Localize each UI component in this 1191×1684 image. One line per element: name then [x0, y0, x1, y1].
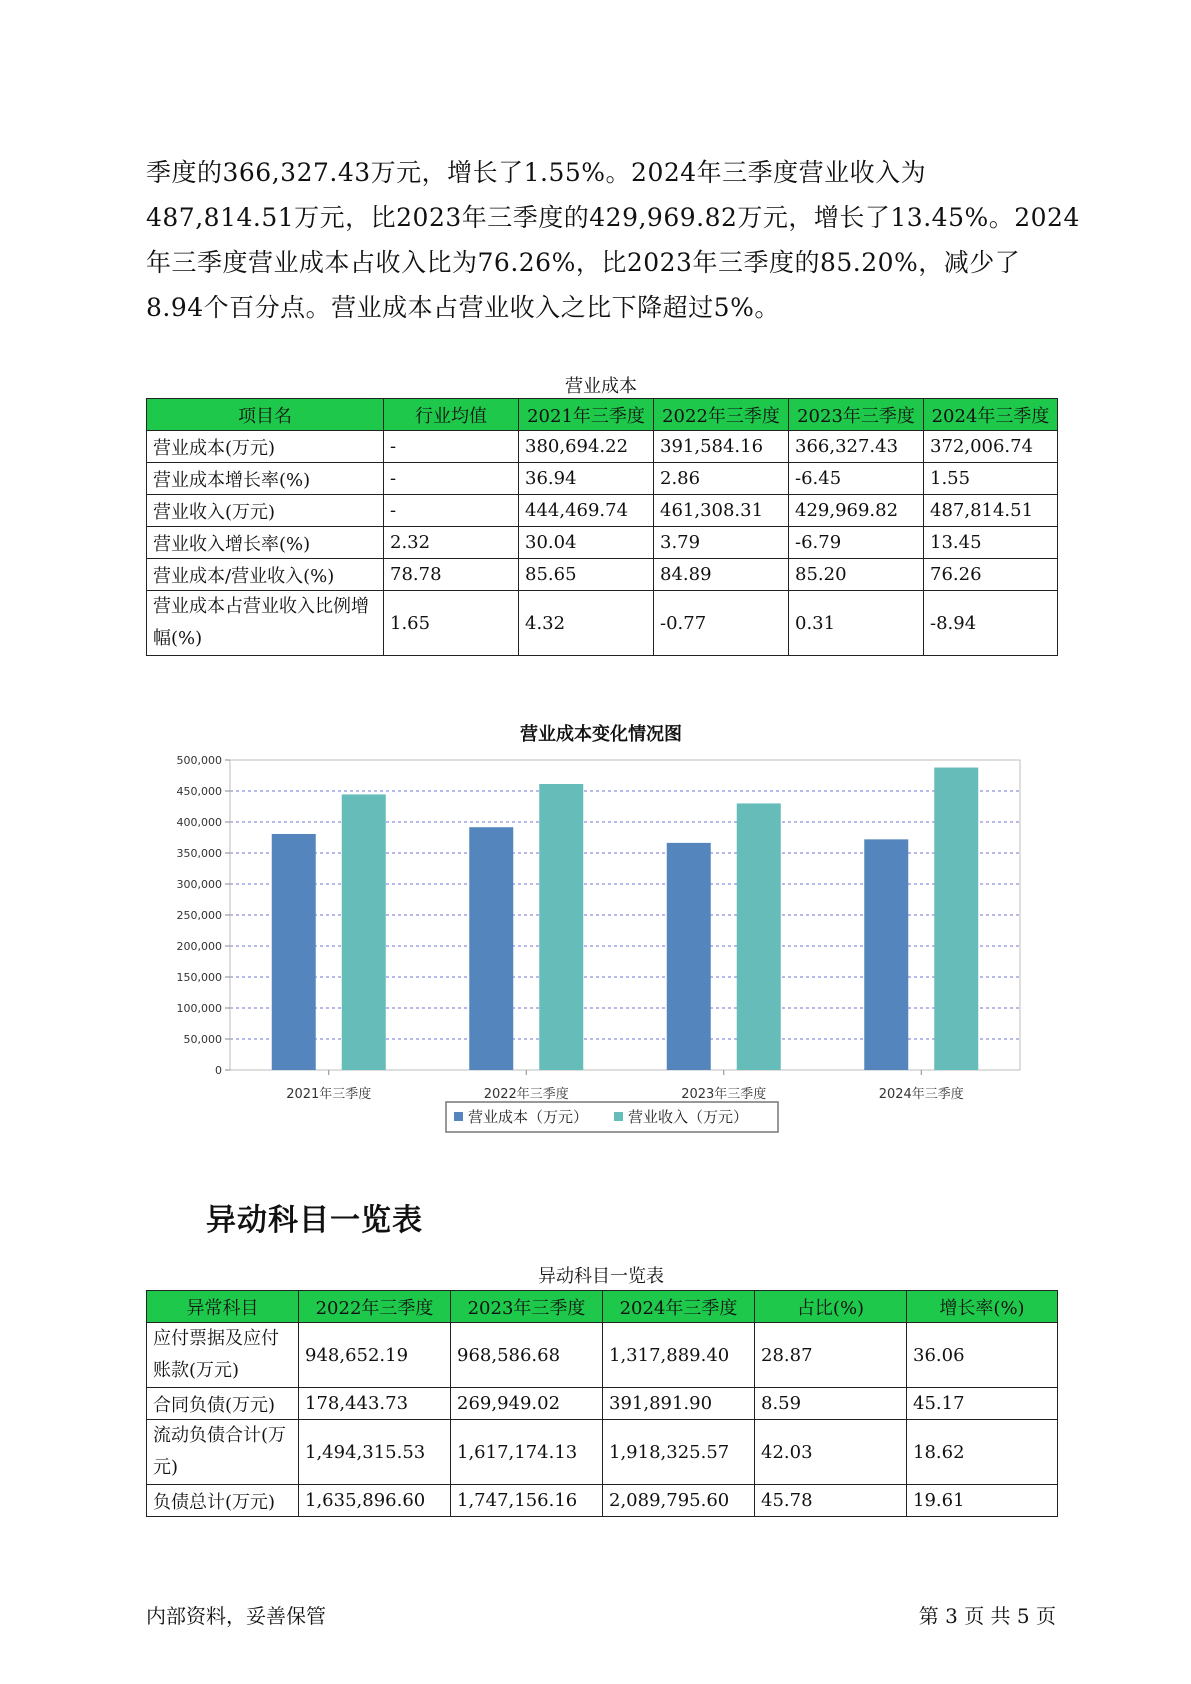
legend-label: 营业收入（万元）: [628, 1108, 749, 1126]
table-row: [147, 1388, 1058, 1420]
table-cell: 负债总计(万元): [147, 1485, 299, 1517]
table-cell: 76.26: [924, 559, 1058, 591]
table-cell: 1,747,156.16: [451, 1485, 603, 1517]
legend-swatch: [454, 1112, 463, 1121]
table-cell: 1,617,174.13: [451, 1420, 603, 1485]
table-cell: 269,949.02: [451, 1388, 603, 1420]
table-cell: 13.45: [924, 527, 1058, 559]
table-header-cell: 2022年三季度: [654, 399, 789, 431]
legend-label: 营业成本（万元）: [468, 1108, 589, 1126]
table-cell: 营业收入(万元): [147, 495, 384, 527]
table-header-cell: 行业均值: [384, 399, 519, 431]
chart-title: 营业成本变化情况图: [520, 724, 682, 745]
x-tick-label: 2022年三季度: [483, 1087, 569, 1102]
paragraph-line: 年三季度营业成本占收入比为76.26%，比2023年三季度的85.20%，减少了: [146, 248, 1021, 277]
table-cell: 178,443.73: [299, 1388, 451, 1420]
table-cell: 营业成本/营业收入(%): [147, 559, 384, 591]
table-row: [147, 1323, 1058, 1388]
table-header-row: [147, 1291, 1058, 1323]
table-header-row: [147, 399, 1058, 431]
table-header-cell: 增长率(%): [907, 1291, 1058, 1323]
table-header-cell: 2023年三季度: [451, 1291, 603, 1323]
table-cell: 营业收入增长率(%): [147, 527, 384, 559]
x-tick-label: 2024年三季度: [878, 1087, 964, 1102]
table-cell: 28.87: [755, 1323, 907, 1388]
section-title: 异动科目一览表: [206, 1203, 423, 1238]
x-tick-label: 2023年三季度: [681, 1087, 767, 1102]
table-cell: 合同负债(万元): [147, 1388, 299, 1420]
table-header-cell: 2021年三季度: [519, 399, 654, 431]
table-cell: 380,694.22: [519, 431, 654, 463]
paragraph-line: 季度的366,327.43万元，增长了1.55%。2024年三季度营业收入为: [146, 158, 927, 187]
table-cell: 968,586.68: [451, 1323, 603, 1388]
table-cell: 1,635,896.60: [299, 1485, 451, 1517]
table-cell: 8.59: [755, 1388, 907, 1420]
footer-confidential-note: 内部资料，妥善保管: [146, 1604, 326, 1628]
table-cell: 3.79: [654, 527, 789, 559]
table-cell: 1,494,315.53: [299, 1420, 451, 1485]
table-cell: 1.65: [384, 591, 519, 656]
cost-bar: [272, 834, 316, 1070]
table-cell: 461,308.31: [654, 495, 789, 527]
revenue-bar: [934, 768, 978, 1070]
table-cell: 营业成本占营业收入比例增幅(%): [147, 591, 384, 656]
cost-bar: [667, 843, 711, 1070]
cost-table-caption: 营业成本: [565, 376, 637, 397]
table-cell: -0.77: [654, 591, 789, 656]
table-header-cell: 2022年三季度: [299, 1291, 451, 1323]
table-cell: 2,089,795.60: [603, 1485, 755, 1517]
table-cell: -: [384, 463, 519, 495]
table-cell: 18.62: [907, 1420, 1058, 1485]
table-header-cell: 异常科目: [147, 1291, 299, 1323]
y-tick-label: 100,000: [176, 1002, 222, 1015]
table-row: [147, 527, 1058, 559]
table-cell: 2.32: [384, 527, 519, 559]
table-header-cell: 占比(%): [755, 1291, 907, 1323]
table-cell: 84.89: [654, 559, 789, 591]
table-header-cell: 2024年三季度: [603, 1291, 755, 1323]
paragraph-line: 8.94个百分点。营业成本占营业收入之比下降超过5%。: [146, 293, 780, 322]
table-cell: 营业成本(万元): [147, 431, 384, 463]
y-tick-label: 300,000: [176, 878, 222, 891]
cost-chart: [146, 750, 1056, 1170]
paragraph-line: 487,814.51万元，比2023年三季度的429,969.82万元，增长了13.45%。2024: [146, 203, 1080, 232]
anomaly-table: [146, 1290, 1058, 1517]
table-cell: 391,584.16: [654, 431, 789, 463]
anomaly-table-caption: 异动科目一览表: [538, 1266, 664, 1287]
body-paragraph: [146, 150, 1080, 330]
table-cell: 1.55: [924, 463, 1058, 495]
cost-bar: [469, 827, 513, 1070]
table-cell: 流动负债合计(万元): [147, 1420, 299, 1485]
table-row: [147, 495, 1058, 527]
table-cell: 444,469.74: [519, 495, 654, 527]
revenue-bar: [539, 784, 583, 1070]
table-row: [147, 591, 1058, 656]
table-cell: 4.32: [519, 591, 654, 656]
table-cell: 78.78: [384, 559, 519, 591]
table-cell: 372,006.74: [924, 431, 1058, 463]
table-cell: 30.04: [519, 527, 654, 559]
table-row: [147, 1485, 1058, 1517]
table-cell: 85.20: [789, 559, 924, 591]
y-tick-label: 350,000: [176, 847, 222, 860]
table-cell: 19.61: [907, 1485, 1058, 1517]
table-row: [147, 463, 1058, 495]
revenue-bar: [737, 803, 781, 1070]
table-cell: 487,814.51: [924, 495, 1058, 527]
table-cell: -: [384, 495, 519, 527]
table-row: [147, 431, 1058, 463]
table-cell: 42.03: [755, 1420, 907, 1485]
footer-page-number: 第 3 页 共 5 页: [918, 1604, 1056, 1628]
cost-bar: [864, 839, 908, 1070]
table-cell: 391,891.90: [603, 1388, 755, 1420]
y-tick-label: 400,000: [176, 816, 222, 829]
table-cell: 85.65: [519, 559, 654, 591]
y-tick-label: 250,000: [176, 909, 222, 922]
table-cell: 429,969.82: [789, 495, 924, 527]
revenue-bar: [342, 794, 386, 1070]
legend-swatch: [614, 1112, 623, 1121]
table-cell: -6.79: [789, 527, 924, 559]
table-row: [147, 1420, 1058, 1485]
table-header-cell: 2024年三季度: [924, 399, 1058, 431]
table-cell: 36.94: [519, 463, 654, 495]
table-cell: 45.17: [907, 1388, 1058, 1420]
y-tick-label: 500,000: [176, 754, 222, 767]
table-cell: 366,327.43: [789, 431, 924, 463]
y-tick-label: 0: [215, 1064, 222, 1077]
table-cell: 36.06: [907, 1323, 1058, 1388]
cost-table: [146, 398, 1058, 656]
table-cell: 2.86: [654, 463, 789, 495]
table-cell: 0.31: [789, 591, 924, 656]
table-cell: -: [384, 431, 519, 463]
table-cell: 1,918,325.57: [603, 1420, 755, 1485]
x-tick-label: 2021年三季度: [286, 1087, 372, 1102]
table-header-cell: 2023年三季度: [789, 399, 924, 431]
y-tick-label: 200,000: [176, 940, 222, 953]
table-cell: -6.45: [789, 463, 924, 495]
y-tick-label: 50,000: [183, 1033, 222, 1046]
table-row: [147, 559, 1058, 591]
table-cell: 应付票据及应付账款(万元): [147, 1323, 299, 1388]
table-cell: 1,317,889.40: [603, 1323, 755, 1388]
y-tick-label: 150,000: [176, 971, 222, 984]
table-cell: -8.94: [924, 591, 1058, 656]
y-tick-label: 450,000: [176, 785, 222, 798]
table-header-cell: 项目名: [147, 399, 384, 431]
table-cell: 营业成本增长率(%): [147, 463, 384, 495]
table-cell: 45.78: [755, 1485, 907, 1517]
table-cell: 948,652.19: [299, 1323, 451, 1388]
